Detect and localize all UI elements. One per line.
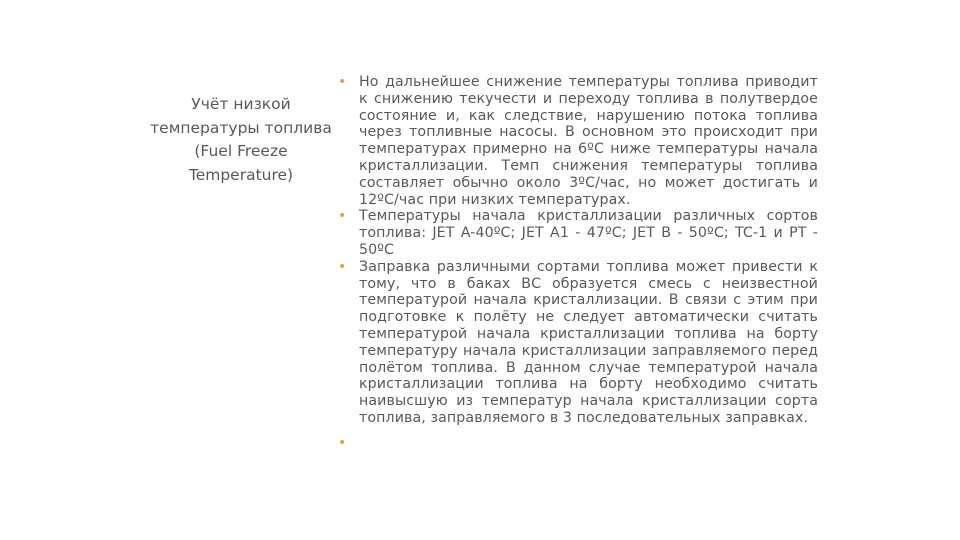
bullet-item-empty bbox=[336, 427, 818, 457]
bullet-item bbox=[336, 74, 818, 208]
bullet-dot-icon: • bbox=[338, 258, 347, 275]
title-line: Учёт низкой bbox=[191, 95, 291, 113]
bullet-text: Заправка различными сортами топлива может привести к тому, что в баках ВС образуется смесь с неизвестной температурой начала кристаллизации. В связи с этим при подготовке к полёту не следует автоматически считать температурой начала кристаллизации топлива на борту температуру начала кристаллизации заправляемого перед полётом топлива. В данном случае температурой начала кристаллизации топлива на борту необходимо считать наивысшую из температур начала кристаллизации сорта топлива, заправляемого в 3 последовательных заправках. bbox=[359, 258, 818, 426]
title-line: Temperature) bbox=[188, 165, 294, 184]
bullet-text: Температуры начала кристаллизации различных сортов топлива: JET A-40ºC; JET A1 - 47ºC; JET B - 50ºC; TC-1 и PT - 50ºC bbox=[359, 208, 818, 258]
bullet-item bbox=[336, 259, 818, 427]
slide-title bbox=[140, 93, 342, 187]
bullet-list bbox=[336, 74, 818, 457]
bullet-dot-icon: • bbox=[338, 434, 347, 451]
title-line: температуры топлива bbox=[150, 118, 332, 137]
bullet-item bbox=[336, 208, 818, 258]
title-line: (Fuel Freeze bbox=[194, 142, 288, 160]
bullet-dot-icon: • bbox=[338, 74, 347, 90]
bullet-text: Но дальнейшее снижение температуры топлива приводит к снижению текучести и переходу топлива в полутвердое состояние и, как следствие, нарушению потока топлива через топливные насосы. В основном это происходит при температурах примерно на 6ºС ниже температуры начала кристаллизации. Темп снижения температуры топлива составляет обычно около 3ºС/час, но может достигать и 12ºС/час при низких температурах. bbox=[359, 74, 818, 208]
bullet-dot-icon: • bbox=[338, 208, 347, 225]
